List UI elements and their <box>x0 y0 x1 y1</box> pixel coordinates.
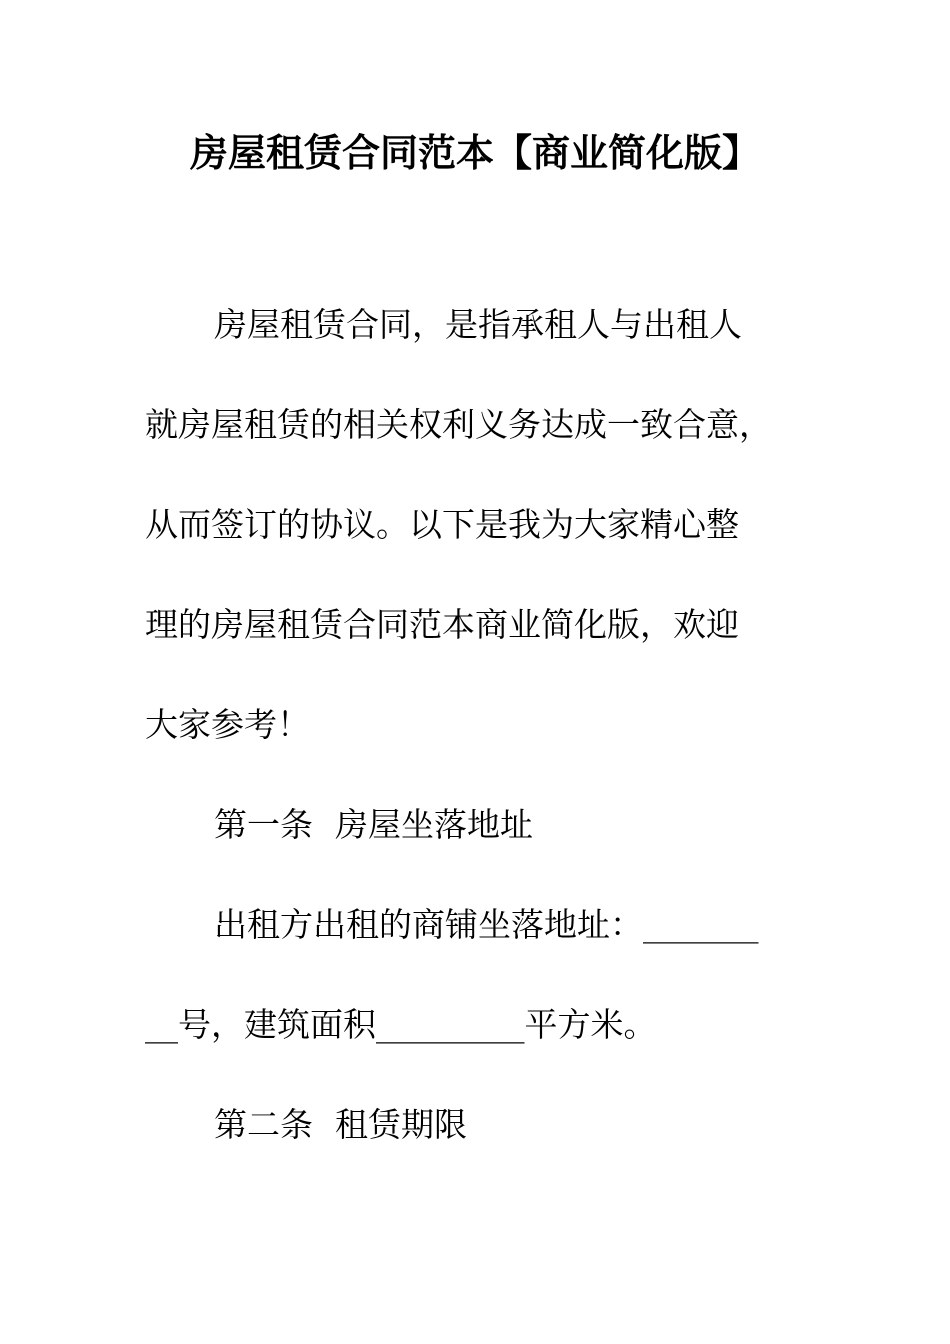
intro-line-4: 理的房屋租赁合同范本商业简化版，欢迎 <box>145 605 739 644</box>
intro-line-3: 从而签订的协议。以下是我为大家精心整 <box>145 505 739 544</box>
article-2-heading <box>214 1103 467 1147</box>
intro-line-2: 就房屋租赁的相关权利义务达成一致合意， <box>145 405 772 444</box>
article-1-heading <box>214 803 533 847</box>
document-title: 房屋租赁合同范本【商业简化版】 <box>189 130 760 175</box>
intro-line-1: 房屋租赁合同，是指承租人与出租人 <box>214 305 742 344</box>
article-1-title: 房屋坐落地址 <box>335 805 533 844</box>
article-2-number: 第二条 <box>214 1105 313 1144</box>
article-1-number: 第一条 <box>214 805 313 844</box>
article-1-body-line-2: __号，建筑面积_________平方米。 <box>145 1005 657 1044</box>
intro-line-5: 大家参考！ <box>145 705 310 744</box>
article-2-title: 租赁期限 <box>335 1105 467 1144</box>
article-1-body-line-1: 出租方出租的商铺坐落地址：_______ <box>214 905 759 944</box>
